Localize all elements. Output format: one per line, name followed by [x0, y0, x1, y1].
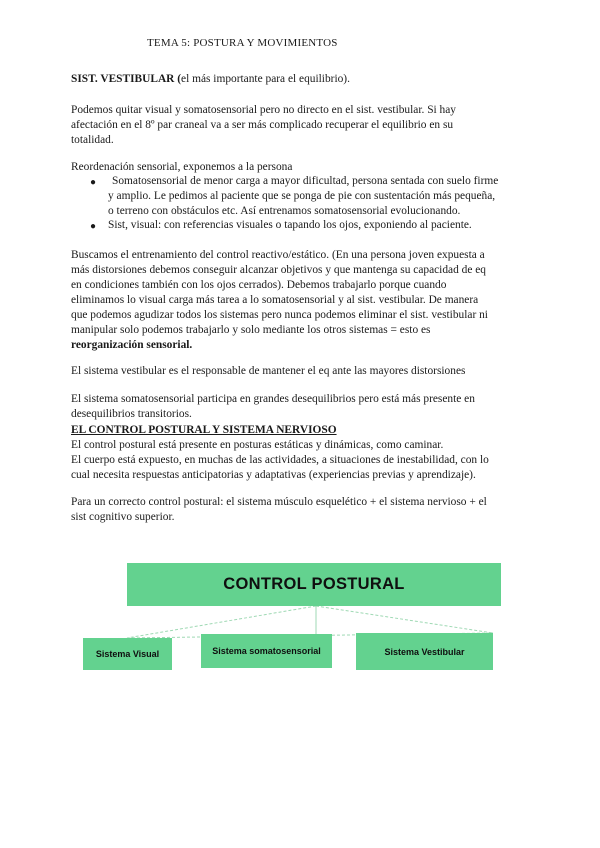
- paragraph-intro: Reordenación sensorial, exponemos a la persona: [71, 161, 293, 173]
- sistema-vestibular-box: [356, 633, 493, 670]
- control-postural-box: [127, 563, 501, 606]
- paragraph-line: Podemos quitar visual y somatosensorial pero no directo en el sist. vestibular. Si hay: [71, 104, 457, 116]
- paragraph-line: en condiciones también con los ojos cerrados). Debemos trabajarlo porque cuando: [71, 279, 447, 291]
- sistema-somatosensorial-box: [201, 634, 332, 668]
- control-postural-label: CONTROL POSTURAL: [223, 575, 405, 593]
- paragraph-line: cual necesita respuestas anticipatorias y adaptativas (experiencias previas y aprendizaje).: [71, 469, 476, 481]
- bullet-marker: ●: [90, 177, 97, 188]
- connector-dashed-vestibular: [316, 606, 493, 633]
- sistema-somatosensorial-label: Sistema somatosensorial: [212, 646, 321, 656]
- paragraph-line: manipular solo podemos trabajarlo y solo mediante los otros sistemas = esto es: [71, 324, 431, 336]
- paragraph-line: desequilibrios transitorios.: [71, 408, 192, 420]
- paragraph-line: El control postural está presente en posturas estáticas y dinámicas, como caminar.: [71, 439, 444, 451]
- paragraph-line: afectación en el 8º par craneal va a ser más complicado recuperar el equilibrio en su: [71, 119, 454, 131]
- bullet-line: Somatosensorial de menor carga a mayor dificultad, persona sentada con suelo firme: [112, 175, 499, 187]
- heading-rest-part: el más importante para el equilibrio).: [181, 73, 350, 85]
- bullet-marker: ●: [90, 221, 97, 232]
- sistema-visual-label: Sistema Visual: [95, 649, 160, 659]
- bullet-line: y amplio. Le pedimos al paciente que se ponga de pie con sustentación más pequeña,: [108, 190, 496, 202]
- paragraph-line: que podemos agudizar todos los sistemas pero nunca podemos eliminar el sist. vestibular ni: [71, 309, 488, 321]
- document-header-title: TEMA 5: POSTURA Y MOVIMIENTOS: [147, 37, 338, 49]
- sistema-visual-box: [83, 638, 172, 670]
- heading-bold-part: SIST. VESTIBULAR (: [71, 73, 182, 85]
- sistema-vestibular-label: Sistema Vestibular: [384, 646, 465, 657]
- paragraph-line: El cuerpo está expuesto, en muchas de las actividades, a situaciones de inestabilidad, con lo: [71, 454, 489, 466]
- paragraph-line: Buscamos el entrenamiento del control reactivo/estático. (En una persona joven expuesta a: [71, 249, 485, 261]
- bullet-line: Sist, visual: con referencias visuales o tapando los ojos, exponiendo al paciente.: [108, 219, 472, 231]
- section-heading-control-postural: EL CONTROL POSTURAL Y SISTEMA NERVIOSO: [71, 424, 337, 436]
- paragraph-line: El sistema somatosensorial participa en grandes desequilibrios pero está más presente en: [71, 393, 475, 405]
- bullet-line: o terreno con obstáculos etc. Así entrenamos somatosensorial evolucionando.: [108, 205, 461, 217]
- paragraph-line: más distorsiones debemos conseguir alcanzar objetivos y que mantenga su capacidad de eq: [71, 264, 486, 276]
- paragraph-line: totalidad.: [71, 134, 114, 146]
- paragraph-line: sist cognitivo superior.: [71, 511, 175, 523]
- paragraph-line: Para un correcto control postural: el sistema músculo esquelético + el sistema nervioso + el: [71, 496, 487, 508]
- paragraph-bold-term: reorganización sensorial.: [71, 339, 193, 351]
- paragraph-line: eliminamos lo visual carga más tarea a lo somatosensorial y al sist. vestibular. De manera: [71, 294, 479, 306]
- paragraph-line: El sistema vestibular es el responsable de mantener el eq ante las mayores distorsiones: [71, 365, 466, 377]
